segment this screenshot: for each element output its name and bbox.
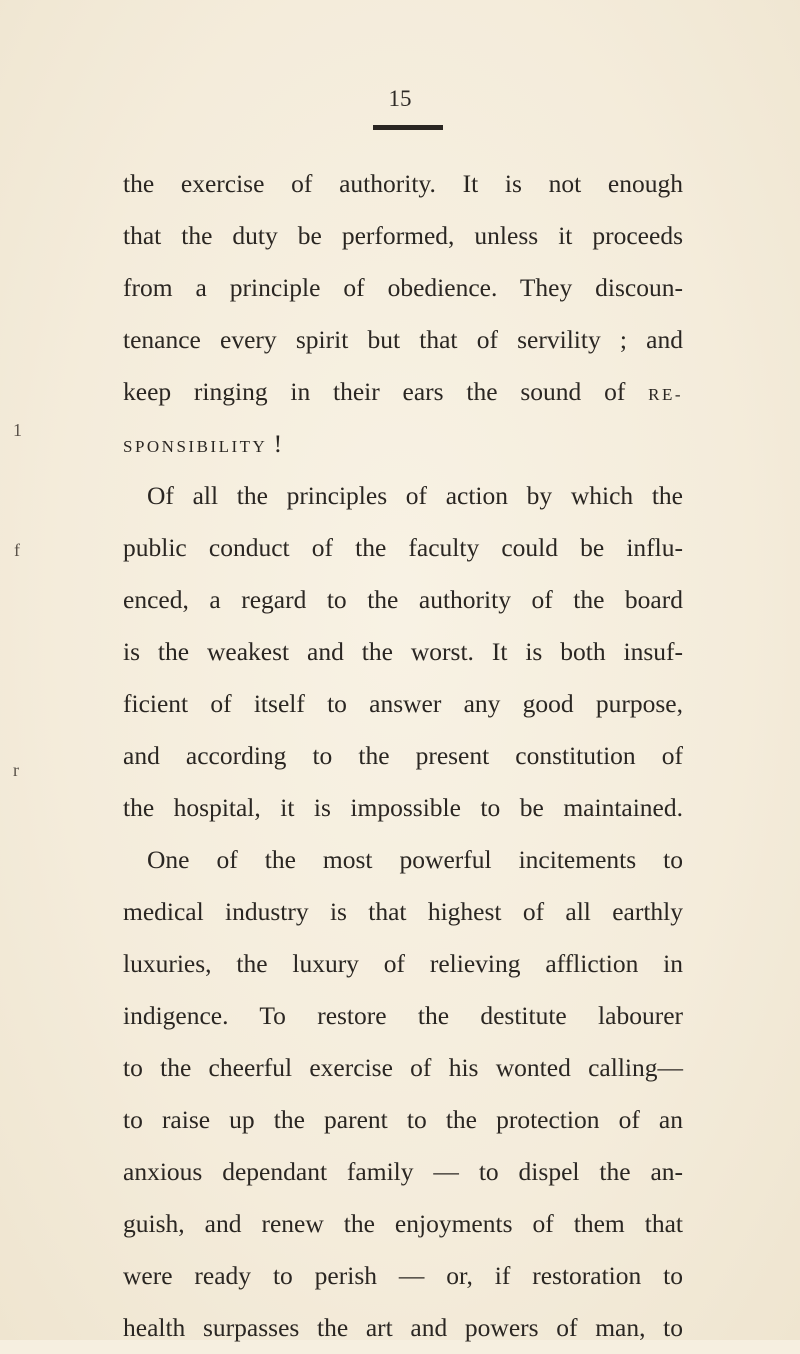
line-text: guish, and renew the enjoyments of them that [123,1209,683,1238]
line-text: the hospital, it is impossible to be maintained. [123,793,683,822]
margin-mark: 1 [13,420,22,440]
text-line [123,1146,683,1198]
line-text: public conduct of the faculty could be influ- [123,533,683,562]
margin-mark: r [13,760,19,780]
line-text: ! [267,429,283,458]
text-line [123,678,683,730]
line-text: One of the most powerful incitements to [147,845,683,874]
text-line [123,938,683,990]
text-line [123,574,683,626]
text-line [123,782,683,834]
line-text: medical industry is that highest of all earthly [123,897,683,926]
text-line [123,1198,683,1250]
text-line [123,834,683,886]
small-caps-text: SPONSIBILITY [123,437,268,456]
line-text: tenance every spirit but that of servility ; and [123,325,683,354]
text-line [123,366,683,418]
text-line [123,522,683,574]
margin-mark: f [14,540,20,560]
text-line [123,730,683,782]
text-line [123,470,683,522]
line-text: from a principle of obedience. They discoun- [123,273,683,302]
text-line [123,418,683,470]
text-line [123,626,683,678]
line-text: indigence. To restore the destitute labourer [123,1001,683,1030]
line-text: and according to the present constitution of [123,741,683,770]
page-number: 15 [388,86,412,111]
text-line [123,886,683,938]
header-rule [373,125,443,130]
text-line [123,262,683,314]
text-line [123,210,683,262]
line-text: is the weakest and the worst. It is both insuf- [123,637,683,666]
line-text: to the cheerful exercise of his wonted calling— [123,1053,683,1082]
text-line [123,990,683,1042]
line-text: ficient of itself to answer any good purpose, [123,689,683,718]
line-text: Of all the principles of action by which the [147,481,683,510]
line-text: to raise up the parent to the protection of an [123,1105,683,1134]
small-caps-text: RE- [648,385,683,404]
line-text: enced, a regard to the authority of the board [123,585,683,614]
line-text: the exercise of authority. It is not enough [123,169,683,198]
line-text: luxuries, the luxury of relieving affliction in [123,949,683,978]
line-text: health surpasses the art and powers of man, to [123,1313,683,1342]
body-text [123,158,683,1354]
text-line [123,158,683,210]
text-line [123,1302,683,1354]
line-text: keep ringing in their ears the sound of [123,377,649,406]
text-line [123,314,683,366]
line-text: were ready to perish — or, if restoration to [123,1261,683,1290]
line-text: anxious dependant family — to dispel the an- [123,1157,683,1186]
text-line [123,1250,683,1302]
line-text: that the duty be performed, unless it proceeds [123,221,683,250]
text-line [123,1042,683,1094]
text-line [123,1094,683,1146]
